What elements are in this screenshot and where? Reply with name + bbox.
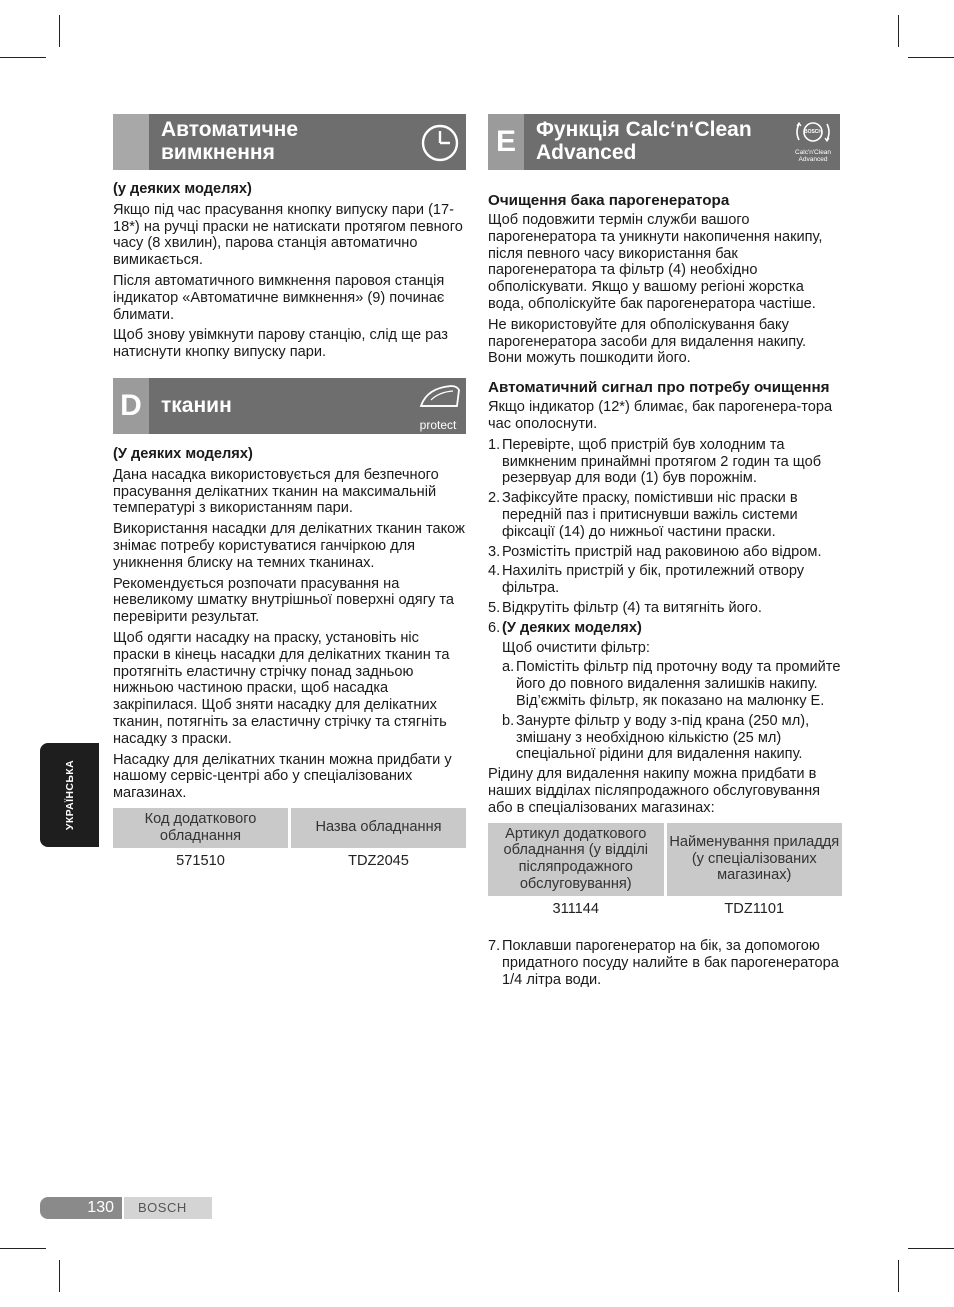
paragraph: Щоб очистити фільтр: <box>502 639 650 656</box>
paragraph: Насадку для делікатних тканин можна придбати у нашому сервіс-центрі або у спеціалізованих магазинах. <box>113 751 452 802</box>
list-item: a. Помістіть фільтр під проточну воду та промийте його до повного видалення залишків накипу. Від’єжміть фільтр, як показано на малюнку E. <box>502 659 841 709</box>
paragraph: Дана насадка використовується для безпечного прасування делікатних тканин на максимальній температурі з використанням пари. <box>113 466 439 517</box>
model-note: (у деяких моделях) <box>113 181 252 197</box>
descaler-table <box>485 823 845 921</box>
clock-icon <box>420 123 460 168</box>
protect-label: protect <box>419 418 457 432</box>
table-header: Найменування приладдя (у спеціалізованих магазинах) <box>667 823 843 896</box>
crop-mark <box>908 1248 954 1249</box>
auto-off-header <box>113 114 466 170</box>
table-cell: TDZ2045 <box>348 852 409 869</box>
table-header: Назва обладнання <box>291 808 466 848</box>
list-item: 5. Відкрутіть фільтр (4) та витягніть його. <box>488 599 762 616</box>
tank-heading: Очищення бака парогенератора <box>488 192 730 209</box>
left-column <box>113 181 466 365</box>
section-tab <box>113 114 149 170</box>
table-cell: TDZ1101 <box>724 900 785 917</box>
language-tab <box>40 743 99 847</box>
cleaning-steps-cont <box>488 938 842 988</box>
signal-heading: Автоматичний сигнал про потребу очищення <box>488 379 830 397</box>
list-item: 2. Зафіксуйте праску, помістивши ніс праски в передній паз і притиснувши важіль системи фіксації (14) до нижньої частини праски. <box>488 490 798 540</box>
page-number: 130 <box>40 1197 122 1219</box>
calc-clean-label: Advanced <box>798 156 828 163</box>
calc-clean-title: Функція Calc‘n‘Clean Advanced <box>536 118 752 164</box>
table-header: Артикул додаткового обладнання (у відділі післяпродажного обслуговування) <box>488 823 664 896</box>
fabric-header <box>113 378 466 434</box>
calc-clean-icon <box>788 120 838 166</box>
table-row <box>113 848 466 873</box>
paragraph: Щоб знову увімкнути парову станцію, слід ще раз натиснути кнопку випуску пари. <box>113 327 448 361</box>
right-column <box>488 192 842 992</box>
auto-off-title: Автоматичне вимкнення <box>161 118 299 164</box>
list-item: 1. Перевірте, щоб пристрій був холодним та вимкненим принаймні протягом 2 годин та щоб резервуар для води (1) був порожнім. <box>488 436 822 487</box>
calc-clean-label: Calc'n'Clean <box>794 149 832 156</box>
crop-mark <box>0 57 46 58</box>
paragraph: Якщо під час прасування кнопку випуску пари (17-18*) на ручці праски не натискати протягом певного часу (8 хвилин), парова станція автоматично вимикається. <box>113 201 463 269</box>
paragraph: Якщо індикатор (12*) блимає, бак парогенера-тора час ополоснути. <box>488 399 833 432</box>
protect-iron-icon <box>413 382 463 430</box>
language-label: УКРАЇНСЬКА <box>63 759 76 831</box>
crop-mark <box>0 1248 46 1249</box>
table-cell: 571510 <box>176 852 225 869</box>
cleaning-steps <box>488 437 842 637</box>
filter-substeps <box>488 640 842 764</box>
paragraph: Рідину для видалення накипу можна придбати в наших відділах післяпродажного обслуговування або в спеціалізованих магазинах: <box>488 766 821 816</box>
paragraph: Щоб одягти насадку на праску, установіть ніс праски в кінець насадки для делікатних тканин та протягніть еластичну стрічку понад задньою нижньою частиною праски, щоб насадка закріпилася. Щоб зняти насадку для делікатних тканин, потягніть за еластичну стрічку та стягніть насадку з праски. <box>113 629 450 747</box>
paragraph: Після автоматичного вимкнення паровоя станція індикатор «Автоматичне вимкнення» (9) починає блимати. <box>113 272 445 323</box>
paragraph: Щоб подовжити термін служби вашого парогенератора та уникнути накопичення накипу, після певного часу використання бак парогенератора та фільтр (4) необхідно обполіскувати. Якщо у вашому регіоні жорстка вода, обполіскуйте бак парогенератора частіше. <box>488 212 823 312</box>
crop-mark <box>908 57 954 58</box>
list-item: b. Занурте фільтр у воду з-під крана (250 мл), змішану з необхідною кількістю (25 мл) спеціальної рідини для видалення накипу. <box>502 712 810 763</box>
calc-clean-header <box>488 114 840 170</box>
list-item: 6. (У деяких моделях) <box>488 619 642 636</box>
fabric-title: тканин <box>161 394 232 417</box>
paragraph: Використання насадки для делікатних тканин також знімає потребу користуватися ганчіркою для уникнення блиску на темних тканинах. <box>113 521 465 571</box>
list-item: 7. Поклавши парогенератор на бік, за допомогою придатного посуду налийте в бак парогенератора 1/4 літра води. <box>488 938 839 989</box>
brand-label: BOSCH <box>124 1197 212 1219</box>
paragraph: Не використовуйте для обполіскування баку парогенератора засоби для видалення накипу. Вони можуть пошкодити його. <box>488 316 807 367</box>
section-letter-d: D <box>113 378 149 434</box>
list-item: 3. Розмістіть пристрій над раковиною або відром. <box>488 543 822 560</box>
calc-clean-brand: BOSCH <box>803 129 823 135</box>
accessory-table <box>110 808 469 872</box>
crop-mark <box>898 1260 899 1292</box>
list-item: 4. Нахиліть пристрій у бік, протилежний отвору фільтра. <box>488 563 805 597</box>
table-cell: 311144 <box>552 900 600 917</box>
section-letter-e: E <box>488 114 524 170</box>
fabric-section <box>113 446 466 872</box>
crop-mark <box>59 15 60 47</box>
model-note: (У деяких моделях) <box>113 446 253 462</box>
crop-mark <box>59 1260 60 1292</box>
paragraph: Рекомендується розпочати прасування на невеликому шматку внутрішньої поверхні одягу та перевірити результат. <box>113 575 455 626</box>
table-row <box>488 896 842 921</box>
table-header: Код додаткового обладнання <box>113 808 288 848</box>
crop-mark <box>898 15 899 47</box>
